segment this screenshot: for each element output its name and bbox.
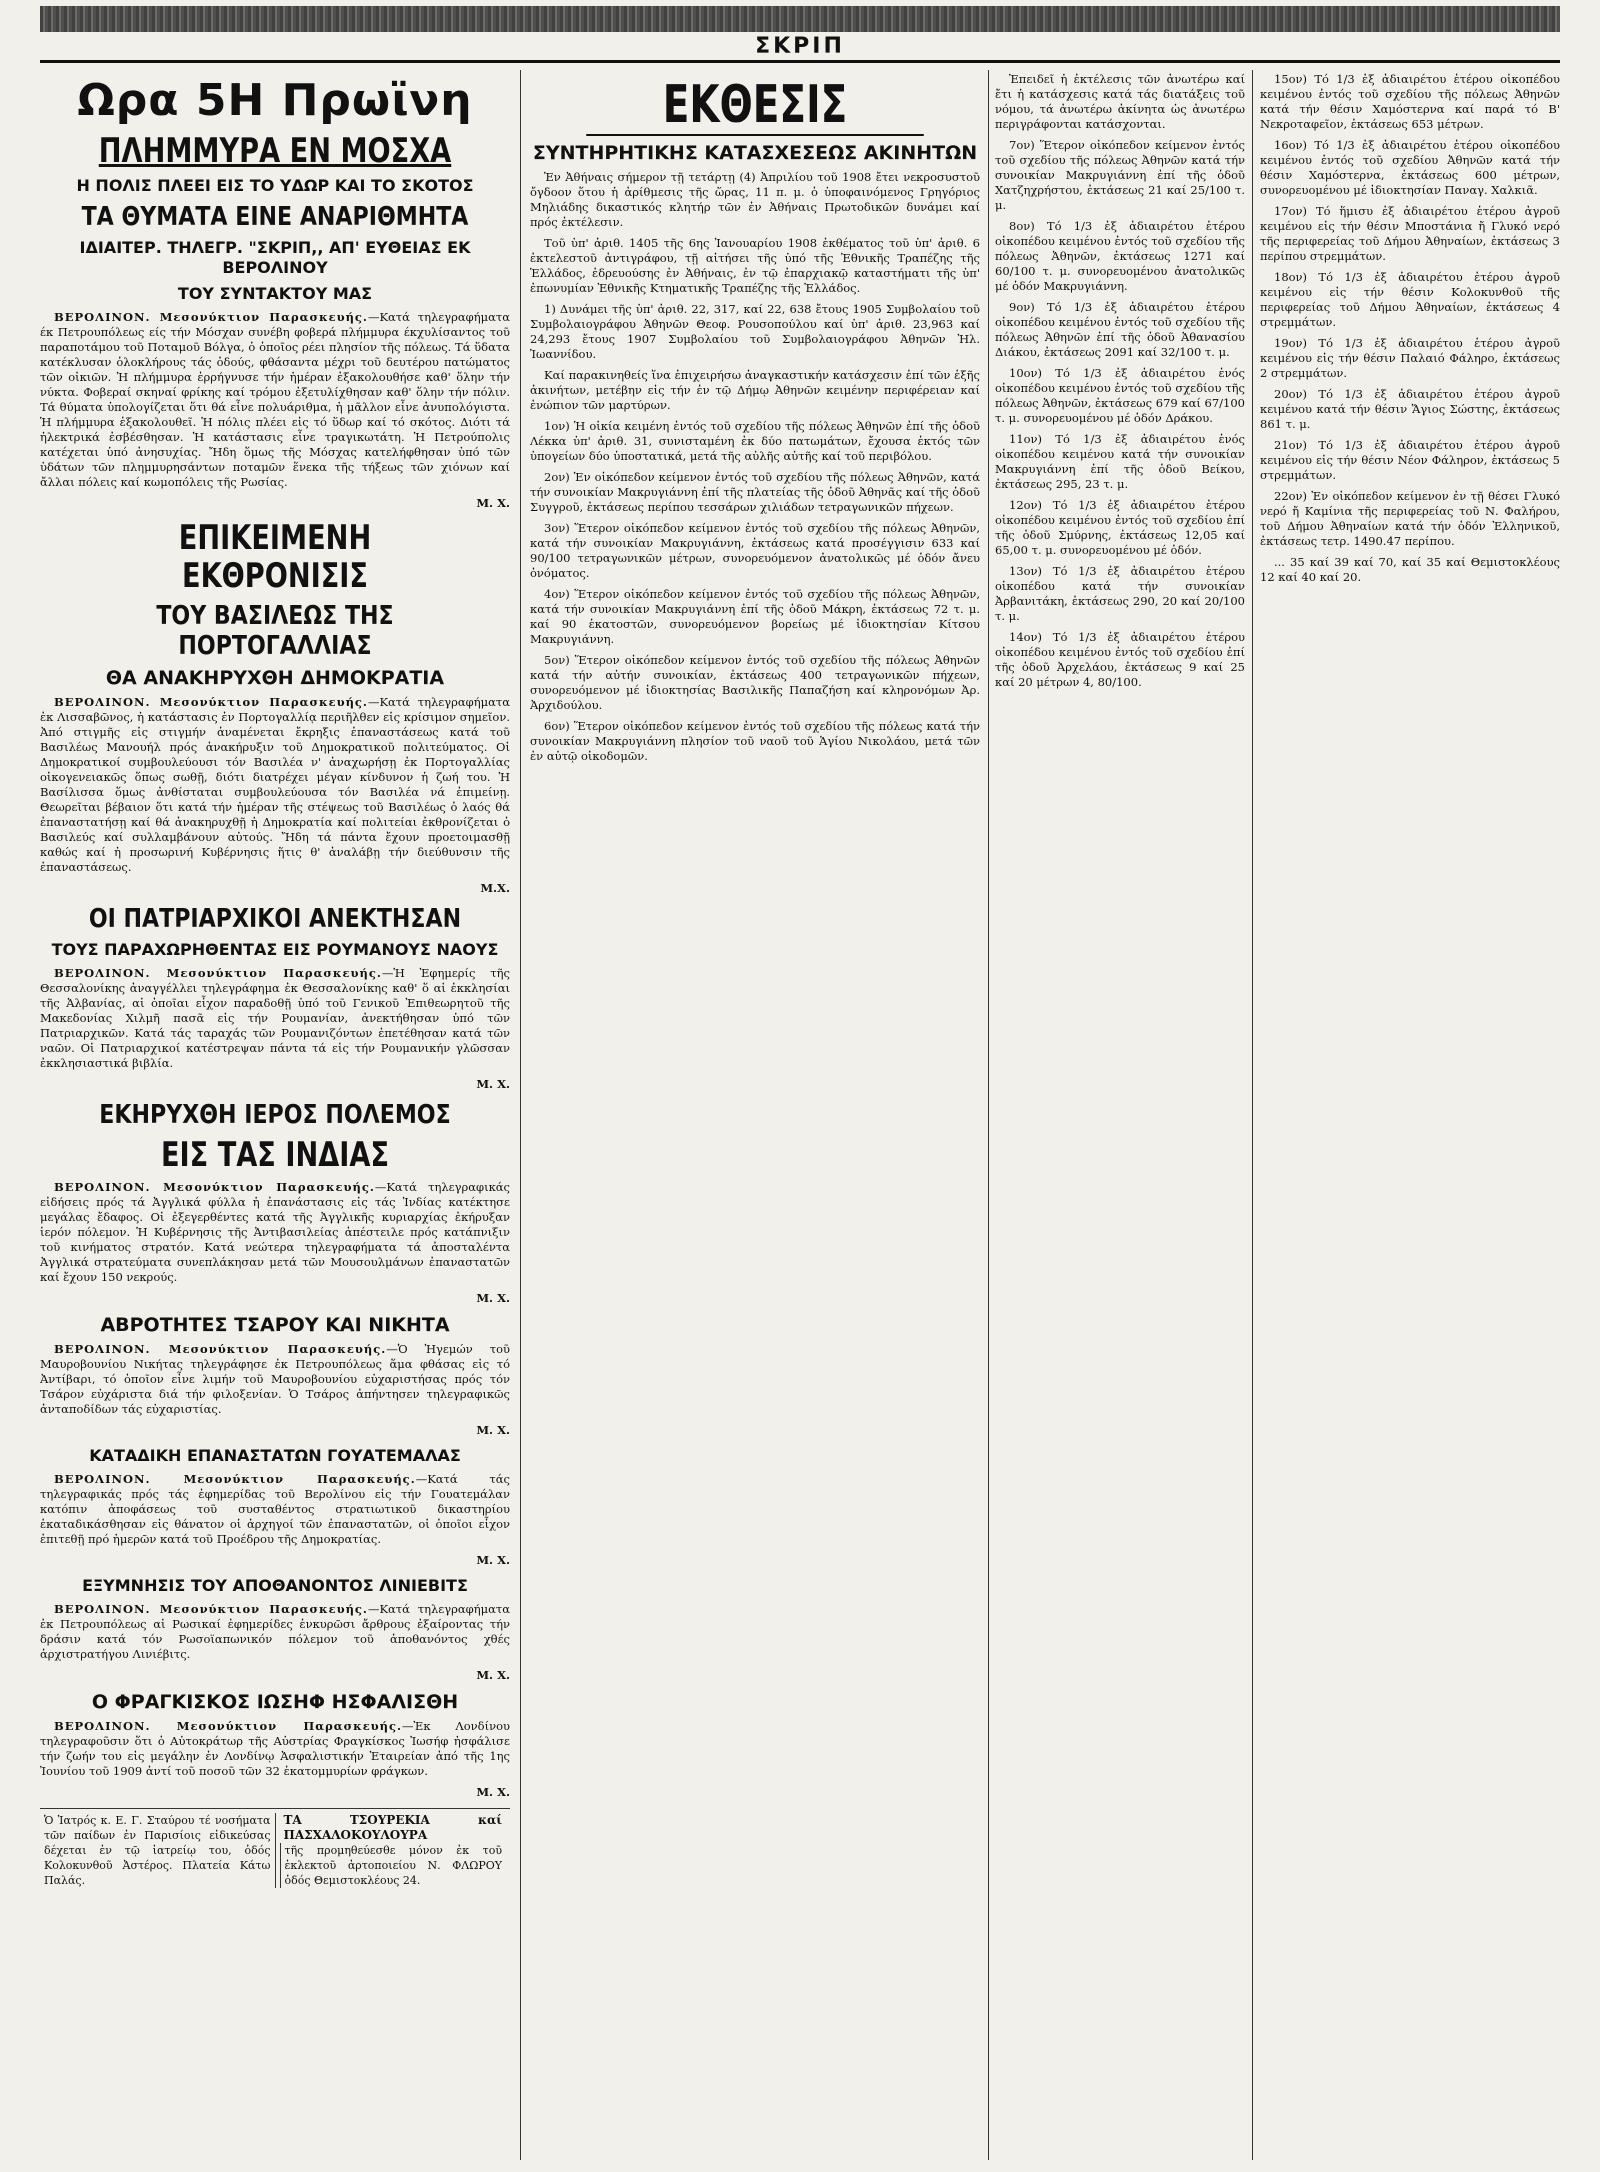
notice-paragraph: 1ον) Ἡ οἰκία κειμένη ἐντός τοῦ σχεδίου τῆς πόλεως Ἀθηνῶν ἐπί τῆς ὁδοῦ Λέκκα ὑπ' ἀριθ. 31, συνισταμένη ἐκ δύο πατωμάτων, ἔχουσα ἐκτός τῶν ὑπογείων δύο ὑποστατικά, μετά τῆς αὐλῆς αὐτῆς καί τοῦ περιβόλου. [530,419,980,463]
notice-paragraph: 20ον) Τό 1/3 ἐξ ἀδιαιρέτου ἑτέρου ἀγροῦ κειμένου κατά τήν θέσιν Ἅγιος Σώστης, ἐκτάσεως 861 τ. μ. [1260,387,1560,431]
signature: Μ. Χ. [476,1668,510,1682]
advertisements [40,1808,510,1888]
signature: Μ. Χ. [476,1077,510,1091]
article-headline: Ο ΦΡΑΓΚΙΣΚΟΣ ΙΩΣΗΦ ΗΣΦΑΛΙΣΘΗ [91,1691,459,1713]
signature: Μ.Χ. [480,881,510,895]
notice-paragraph: ... 35 καί 39 καί 70, καί 35 καί Θεμιστοκλέους 12 καί 40 καί 20. [1260,555,1560,584]
article-headline: ΚΑΤΑΔΙΚΗ ΕΠΑΝΑΣΤΑΤΩΝ ΓΟΥΑΤΕΜΑΛΑΣ [89,1446,461,1465]
notice-paragraph: 2ον) Ἐν οἰκόπεδον κείμενον ἐντός τοῦ σχεδίου τῆς πόλεως Ἀθηνῶν, κατά τήν συνοικίαν Μακρυγιάννη ἐπί τῆς πλατείας τῆς ὁδοῦ Ἀθηνᾶς καί τῆς ὁδοῦ Συγγροῦ, ἐκτάσεως περίπου τεσσάρων χιλιάδων τετραγωνικῶν πήχεων. [530,470,980,514]
signature: Μ. Χ. [476,1423,510,1437]
article-body: ΒΕΡΟΛΙΝΟΝ. Μεσονύκτιον Παρασκευής.—Κατά τηλεγραφικάς εἰδήσεις πρός τά Ἀγγλικά φύλλα ἡ ἐπανάστασις εἰς τάς Ἰνδίας κατέκτησε μεγάλας ἔδαφος. Οἱ ἐξεγερθέντες κατά τῆς Ἀγγλικῆς κυριαρχίας ἐκήρυξαν ἱερόν πόλεμον. Ἡ Κυβέρνησις τῆς Ἀντιβασιλείας ἀπέστειλε πρός κατάπνιξιν τοῦ κινήματος στρατόν. Κατά νεώτερα τηλεγραφήματα τά ἀποσταλέντα Ἀγγλικά στρατεύματα συνεπλάκησαν μετά τῶν Μουσουλμάνων ἐπαναστατῶν καί ἔχουν 150 νεκρούς. [40,1180,510,1284]
article-body: ΒΕΡΟΛΙΝΟΝ. Μεσονύκτιον Παρασκευής.—Κατά τηλεγραφήματα ἐκ Λισσαβῶνος, ἡ κατάστασις ἐν Πορτογαλλίᾳ περιῆλθεν εἰς κρίσιμον σημεῖον. Ἀπό στιγμῆς εἰς στιγμήν ἀναμένεται ἔκρηξις ἐπαναστάσεως κατά τοῦ Βασιλέως Μανουήλ πρός ἀνακήρυξιν τοῦ Δημοκρατικοῦ πολιτεύματος. Οἱ Δημοκρατικοί συμβουλεύουσι τόν Βασιλέα ν' ἀναχωρήσῃ ἐκ Πορτογαλλίας οἰκογενειακῶς ὅπως σωθῇ, διότι διατρέχει μέγαν κίνδυνον ἡ ζωή του. Ἡ Βασίλισσα ὅμως ἀνθίσταται συμβουλεύουσα τόν Βασιλέα νά ἐπιμείνῃ. Θεωρεῖται βέβαιον ὅτι κατά τήν ἡμέραν τῆς στέψεως τοῦ Βασιλέως ὁ λαός θά ἐπαναστατήσῃ καί θά ἀνακηρυχθῇ ἡ Δημοκρατία καί πολιτείαι ἐκθρονίζεται ὁ Βασιλεύς καί συλλαμβάνουν αὐτούς. Ἤδη τά πάντα ἔχουν προετοιμασθῇ καθώς καί ἡ προσωρινή Κυβέρνησις ἥτις θ' ἀναλάβῃ τήν διεύθυνσιν τῆς ἐπαναστάσεως. [40,695,510,874]
notice-paragraph: 3ον) Ἕτερον οἰκόπεδον κείμενον ἐντός τοῦ σχεδίου τῆς πόλεως Ἀθηνῶν, κατά τήν συνοικίαν Μακρυγιάννη, ἐκτάσεως κατά προσέγγισιν 633 καί 90/100 τετραγωνικῶν μέτρων, συνορευόμενον ἀνατολικῶς μέ ὁδόν ἄνευ ὀνόματος. [530,521,980,580]
edition-banner: Ωρα 5Η Πρωϊνη [77,75,473,126]
signature: Μ. Χ. [476,1553,510,1567]
dateline: ΒΕΡΟΛΙΝΟΝ. Μεσονύκτιον Παρασκευής. [54,1719,403,1733]
article-subheadline: Η ΠΟΛΙΣ ΠΛΕΕΙ ΕΙΣ ΤΟ ΥΔΩΡ ΚΑΙ ΤΟ ΣΚΟΤΟΣ [76,176,474,195]
article-body: ΒΕΡΟΛΙΝΟΝ. Μεσονύκτιον Παρασκευής.—Ἐκ Λονδίνου τηλεγραφοῦσιν ὅτι ὁ Αὐτοκράτωρ τῆς Αὐστρίας Φραγκίσκος Ἰωσήφ ἠσφάλισε τήν ζωήν του εἰς μεγάλην ἐν Λονδίνῳ Ἀσφαλιστικήν Ἑταιρείαν ἀπό τῆς 1ης Ἰουνίου τοῦ 1909 ἀντί τοῦ ποσοῦ τῶν 32 ἑκατομμυρίων φράγκων. [40,1719,510,1778]
dateline: ΒΕΡΟΛΙΝΟΝ. Μεσονύκτιον Παρασκευής. [54,695,368,709]
notice-paragraph: Τοῦ ὑπ' ἀριθ. 1405 τῆς 6ης Ἰανουαρίου 1908 ἐκθέματος τοῦ ὑπ' ἀριθ. 6 ἐκτελεστοῦ ἀντιγράφου, τῇ αἰτήσει τῆς ὑπό τῆς Ἐθνικῆς Τραπέζης τῆς Ἑλλάδος, ἐδρευούσης ἐν Ἀθήναις, ἐν τῷ ἐπαρχιακῷ καταστήματι τῆς ὑπ' ἐπωνυμίαν Ἐθνικῆς Κτηματικῆς Τραπέζης τῆς Ἑλλάδος. [530,236,980,295]
article-body: ΒΕΡΟΛΙΝΟΝ. Μεσονύκτιον Παρασκευής.—Ὁ Ἡγεμών τοῦ Μαυροβουνίου Νικήτας τηλεγράφησε ἐκ Πετρουπόλεως ἅμα φθάσας εἰς τό Ἀντίβαρι, τό ὁποῖον εἶνε λιμήν τοῦ Μαυροβουνίου εὐχαριστήσας πρός τόν Τσάρον εὐχάριστα διά τήν φιλοξενίαν. Ὁ Τσάρος ἀπήντησεν τηλεγραφικῶς ἀνταποδίδων τάς εὐχαριστίας. [40,1342,510,1416]
notice-paragraphs [530,170,980,764]
article-subheadline: ΘΑ ΑΝΑΚΗΡΥΧΘΗ ΔΗΜΟΚΡΑΤΙΑ [105,667,445,689]
notice-paragraph: Καί παρακινηθείς ἵνα ἐπιχειρήσω ἀναγκαστικήν κατάσχεσιν ἐπί τῶν ἑξῆς ἀκινήτων, μετέβην εἰς τήν ἐν τῷ Δήμῳ Ἀθηνῶν κειμένην περιφέρειαν καί ἐνώπιον τῶν μαρτύρων. [530,368,980,412]
notice-paragraph: 6ον) Ἕτερον οἰκόπεδον κείμενον ἐντός τοῦ σχεδίου τῆς πόλεως κατά τήν συνοικίαν Μακρυγιάννη πλησίον τοῦ ναοῦ τοῦ Ἁγίου Νικολάου, μετά τῶν ἐν αὐτῷ οἰκοδομῶν. [530,719,980,763]
column-legal-notice-continued [1260,70,1560,2160]
notice-paragraph: 9ον) Τό 1/3 ἐξ ἀδιαιρέτου ἑτέρου οἰκοπέδου κειμένου ἐντός τοῦ σχεδίου τῆς πόλεως Ἀθηνῶν ἐπί τῆς ὁδοῦ Ἀθανασίου Διάκου, ἐκτάσεως 2091 καί 32/100 τ. μ. [995,300,1245,359]
article-kicker: ΙΔΙΑΙΤΕΡ. ΤΗΛΕΓΡ. "ΣΚΡΙΠ,, ΑΠ' ΕΥΘΕΙΑΣ ΕΚ ΒΕΡΟΛΙΝΟΥ [79,238,471,277]
article-body: ΒΕΡΟΛΙΝΟΝ. Μεσονύκτιον Παρασκευής.—Ἡ Ἐφημερίς τῆς Θεσσαλονίκης ἀναγγέλλει τηλεγράφημα ἐκ Θεσσαλονίκης καθ' ὅ αἱ ἐκκλησίαι τῆς Ἀλβανίας, αἱ ὁποῖαι εἶχον παραδοθῇ ὑπό τοῦ Γενικοῦ Ἐπιθεωρητοῦ τῆς Μακεδονίας Χιλμῆ πασᾶ εἰς τήν Ρουμανίαν, ἀνεκτήθησαν ὑπό τῶν Πατριαρχικῶν. Κατά τάς ταραχάς τῶν Ρουμανιζόντων ἐπετέθησαν κατά τῶν ναῶν. Οἱ Πατριαρχικοί κατέστρεψαν πάντα τά εἰς τήν Ρουμανικήν γλῶσσαν ἐκκλησιαστικά βιβλία. [40,966,510,1070]
notice-title: ΕΚΘΕΣΙΣ [586,76,924,136]
article-subheadline: ΤΑ ΘΥΜΑΤΑ ΕΙΝΕ ΑΝΑΡΙΘΜΗΤΑ [81,202,469,232]
column-legal-notice [530,70,980,2160]
advertisement-bakery [275,1813,511,1888]
notice-paragraph: 19ον) Τό 1/3 ἐξ ἀδιαιρέτου ἑτέρου ἀγροῦ κειμένου εἰς τήν θέσιν Παλαιό Φάληρο, ἐκτάσεως 2 στρεμμάτων. [1260,336,1560,380]
signature: Μ. Χ. [476,1291,510,1305]
newspaper-title: ΣΚΡΙΠ [755,34,845,59]
notice-paragraph: 11ον) Τό 1/3 ἐξ ἀδιαιρέτου ἑνός οἰκοπέδου κειμένου κατά τήν συνοικίαν Μακρυγιάννη ἐπί τῆς ὁδοῦ Βείκου, ἐκτάσεως 295, 23 τ. μ. [995,432,1245,491]
dateline: ΒΕΡΟΛΙΝΟΝ. Μεσονύκτιον Παρασκευής. [54,1602,368,1616]
article-headline: ΟΙ ΠΑΤΡΙΑΡΧΙΚΟΙ ΑΝΕΚΤΗΣΑΝ [88,904,462,934]
notice-paragraph: Ἐπειδεῖ ἡ ἐκτέλεσις τῶν ἀνωτέρω καί ἔτι ἡ κατάσχεσις κατά τάς διατάξεις τοῦ νόμου, τά ἀνωτέρω ἀκίνητα ὡς ἀνωτέρω περιγράφονται κατάσχονται. [995,72,1245,131]
article-headline: ΑΒΡΟΤΗΤΕΣ ΤΣΑΡΟΥ ΚΑΙ ΝΙΚΗΤΑ [100,1314,450,1336]
article-subheadline: ΕΙΣ ΤΑΣ ΙΝΔΙΑΣ [160,1135,390,1175]
notice-paragraph: 16ον) Τό 1/3 ἐξ ἀδιαιρέτου ἑτέρου οἰκοπέδου κειμένου ἐντός τοῦ σχεδίου Ἀθηνῶν κατά τήν θέσιν Χαμόστερνα, ἐκτάσεως 600 μέτρων, συνορευομένου μέ ἰδιοκτησίαν Παναγ. Χαλκιᾶ. [1260,138,1560,197]
notice-paragraph: 13ον) Τό 1/3 ἐξ ἀδιαιρέτου ἑτέρου οἰκοπέδου κατά τήν συνοικίαν Ἀρβανιτάκη, ἐκτάσεως 290, 20 καί 20/100 τ. μ. [995,564,1245,623]
advertisement-text: τῆς προμηθεύεσθε μόνον ἐκ τοῦ ἐκλεκτοῦ ἀρτοποιείου Ν. ΦΛΩΡΟΥ ὁδός Θεμιστοκλέους 24. [280,1843,507,1888]
column-legal-notice-continued [995,70,1245,2160]
notice-paragraph: 5ον) Ἕτερον οἰκόπεδον κείμενον ἐντός τοῦ σχεδίου τῆς πόλεως Ἀθηνῶν κατά τήν αὐτήν συνοικίαν, ἐκτάσεως 400 τετραγωνικῶν πήχεων, συνορευόμενον μέ ἰδιοκτησίας Βασιλικῆς Παπαζήση καί κληρονόμων Ἀρ. Ἀρχιδούλου. [530,653,980,712]
dateline: ΒΕΡΟΛΙΝΟΝ. Μεσονύκτιον Παρασκευής. [54,1342,387,1356]
notice-paragraph: 12ον) Τό 1/3 ἐξ ἀδιαιρέτου ἑτέρου οἰκοπέδου κειμένου ἐντός τοῦ σχεδίου ἐπί τῆς ὁδοῦ Σμύρνης, ἐκτάσεως 12,05 καί 65,00 τ. μ. συνορευομένου μέ ὁδόν. [995,498,1245,557]
notice-paragraph: 8ον) Τό 1/3 ἐξ ἀδιαιρέτου ἑτέρου οἰκοπέδου κειμένου ἐντός τοῦ σχεδίου τῆς πόλεως Ἀθηνῶν, ἐκτάσεως 1271 καί 60/100 τ. μ. συνορευομένου ἀνατολικῶς μέ ὁδόν Μακρυγιάννη. [995,219,1245,293]
article-headline: ΕΚΗΡΥΧΘΗ ΙΕΡΟΣ ΠΟΛΕΜΟΣ [99,1100,451,1130]
column-news [40,70,510,2160]
article-headline: ΕΠΙΚΕΙΜΕΝΗ ΕΚΘΡΟΝΙΣΙΣ [178,518,372,596]
advertisement-title: ΤΑ ΤΣΟΥΡΕΚΙΑ καί ΠΑΣΧΑΛΟΚΟΥΛΟΥΡΑ [283,1813,502,1842]
article-body: ΒΕΡΟΛΙΝΟΝ. Μεσονύκτιον Παρασκευής.—Κατά τηλεγραφήματα ἐκ Πετρουπόλεως αἱ Ρωσικαί ἐφημερίδες ἐνκυρῶσι ἄρθρους ἐξαίροντας τήν δράσιν κατά τόν Ρωσοϊαπωνικόν πόλεμον τοῦ ἀποθανόντος χθές ἀρχιστρατήγου Λινιέβιτς. [40,1602,510,1661]
article-headline: ΕΞΥΜΝΗΣΙΣ ΤΟΥ ΑΠΟΘΑΝΟΝΤΟΣ ΛΙΝΙΕΒΙΤΣ [82,1576,468,1595]
column-rule [520,70,521,2160]
dateline: ΒΕΡΟΛΙΝΟΝ. Μεσονύκτιον Παρασκευής. [54,1180,375,1194]
notice-paragraph: 14ον) Τό 1/3 ἐξ ἀδιαιρέτου ἑτέρου οἰκοπέδου κειμένου ἐντός τοῦ σχεδίου ἐπί τῆς ὁδοῦ Ἀρχελάου, ἐκτάσεως 9 καί 25 καί 20 μέτρων 4, 80/100. [995,630,1245,689]
notice-paragraph: 21ον) Τό 1/3 ἐξ ἀδιαιρέτου ἑτέρου ἀγροῦ κειμένου εἰς τήν θέσιν Νέον Φάληρον, ἐκτάσεως 5 στρεμμάτων. [1260,438,1560,482]
article-subheadline: ΤΟΥΣ ΠΑΡΑΧΩΡΗΘΕΝΤΑΣ ΕΙΣ ΡΟΥΜΑΝΟΥΣ ΝΑΟΥΣ [51,940,499,959]
notice-paragraph: 10ον) Τό 1/3 ἐξ ἀδιαιρέτου ἑνός οἰκοπέδου κειμένου ἐντός τοῦ σχεδίου τῆς πόλεως Ἀθηνῶν, ἐκτάσεως 679 καί 67/100 τ. μ. συνορευομένου μέ ὁδόν Δράκου. [995,366,1245,425]
notice-paragraph: 15ον) Τό 1/3 ἐξ ἀδιαιρέτου ἑτέρου οἰκοπέδου κειμένου ἐντός τοῦ σχεδίου τῆς πόλεως Ἀθηνῶν κατά τήν θέσιν Χαμόστερνα καί παρά τό Β' Νεκροταφεῖον, ἐκτάσεως 653 μέτρων. [1260,72,1560,131]
notice-paragraphs [995,72,1245,690]
article-body: ΒΕΡΟΛΙΝΟΝ. Μεσονύκτιον Παρασκευής.—Κατά τάς τηλεγραφικάς πρός τάς ἐφημερίδας τοῦ Βερολίνου εἰς τήν Γουατεμάλαν κατόπιν ἀποφάσεως τοῦ συσταθέντος στρατιωτικοῦ δικαστηρίου ἐκαταδικάσθησαν εἰς θάνατον οἱ ἀρχηγοί τῶν ἐπαναστατῶν, οἱ ὁποῖοι εἶχον ἐπιτεθῇ πρό ἡμερῶν κατά τοῦ Προέδρου τῆς Δημοκρατίας. [40,1472,510,1546]
notice-paragraphs [1260,72,1560,585]
column-rule [988,70,989,2160]
article-headline: ΠΛΗΜΜΥΡΑ ΕΝ ΜΟΣΧΑ [98,131,452,171]
masthead [40,0,1560,63]
notice-paragraph: 17ον) Τό ἥμισυ ἐξ ἀδιαιρέτου ἑτέρου ἀγροῦ κειμένου εἰς τήν θέσιν Μποστάνια ἤ Γλυκό νερό τῆς περιφερείας τοῦ Δήμου Ἀθηναίων, ἐκτάσεως 3 περίπου στρεμμάτων. [1260,204,1560,263]
signature: Μ. Χ. [476,496,510,510]
article-body: ΒΕΡΟΛΙΝΟΝ. Μεσονύκτιον Παρασκευής.—Κατά τηλεγραφήματα έκ Πετρουπόλεως είς τήν Μόσχαν συνέβη φοβερά πλήμμυρα έκχυλίσαντος τοῦ παραποτάμου τοῦ Ποταμοῦ Βόλγα, ὁ ὁποῖος ρέει πλησίον τῆς πόλεως. Τά ὕδατα κατέκλυσαν ὁλοκλήρους τάς ὁδούς, φθάσαντα μέχρι τοῦ δευτέρου πατώματος τῶν οἰκιῶν. Ἡ πλήμμυρα ἐρρήγνυσε τήν ἡμέραν ἐξακολουθήσε καθ' ὅλην τήν νύκτα. Φοβεραί σκηναί φρίκης καί τρόμου ἐξετυλίχθησαν καθ' ὅλην τήν πόλιν. Τά θύματα ὑπολογίζεται ὅτι θά εἶνε πολυάριθμα, ἡ μᾶλλον εἶνε ἀνυπολόγιστα. Ἡ πλήμμυρα ἐξακολουθεῖ. Ἡ πόλις πλέει εἰς τό ὕδωρ καί τό σκότος. Διότι τά ἠλεκτρικά ἐσβέσθησαν. Ἡ κατάστασις εἶνε τραγικωτάτη. Ἡ Πετρούπολις κατέχεται ὑπό ἀνησυχίας. Ἤδη ὅμως τῆς Μόσχας κατελήφθησαν ὑπό τῶν ὑδάτων τῶν πλημμυρησάντων ποταμῶν ἕνεκα τῆς τήξεως τῶν χιόνων καί ἄλλαι πόλεις καί κωμοπόλεις τῆς Ρωσίας. [40,310,510,489]
advertisement-doctor: Ὁ Ἰατρός κ. Ε. Γ. Σταύρου τέ νοσήματα τῶν παίδων ἐν Παρισίοις εἰδικεύσας δέχεται ἐν τῷ ἰατρείῳ του, ὁδός Κολοκυνθοῦ Ἀστέρος. Πλατεία Κάτω Παλάς. [44,1814,271,1887]
article-subheadline: ΤΟΥ ΒΑΣΙΛΕΩΣ ΤΗΣ ΠΟΡΤΟΓΑΛΛΙΑΣ [156,601,394,661]
notice-paragraph: Ἐν Ἀθήναις σήμερον τῇ τετάρτῃ (4) Ἀπριλίου τοῦ 1908 ἔτει νεκροσυστοῦ ὄγδοον ὅτου ἡ ἀρίθμεσις τῆς ὥρας, 11 π. μ. ὁ ὑποφαινόμενος Γρηγόριος Μηλιάδης δικαστικός κλητήρ τῶν ἐν Ἀθήναις Πρωτοδικῶν δυνάμει καί πρός ἐκτέλεσιν. [530,170,980,229]
notice-paragraph: 22ον) Ἐν οἰκόπεδον κείμενον ἐν τῇ θέσει Γλυκό νερό ἤ Καμίνια τῆς περιφερείας τοῦ Ν. Φαλήρου, τοῦ Δήμου Ἀθηναίων κατά τήν ὁδόν Ἐλληνικοῦ, ἐκτάσεως τετρ. 1490.47 περίπου. [1260,489,1560,548]
dateline: ΒΕΡΟΛΙΝΟΝ. Μεσονύκτιον Παρασκευής. [54,966,382,980]
dateline: ΒΕΡΟΛΙΝΟΝ. Μεσονύκτιον Παρασκευής. [54,310,368,324]
article-kicker: ΤΟΥ ΣΥΝΤΑΚΤΟΥ ΜΑΣ [177,284,373,303]
column-rule [1252,70,1253,2160]
signature: Μ. Χ. [476,1785,510,1799]
dateline: ΒΕΡΟΛΙΝΟΝ. Μεσονύκτιον Παρασκευής. [54,1472,416,1486]
notice-paragraph: 4ον) Ἕτερον οἰκόπεδον κείμενον ἐντός τοῦ σχεδίου τῆς πόλεως Ἀθηνῶν, κατά τήν συνοικίαν Μακρυγιάννη ἐπί τῆς ὁδοῦ Μάκρη, ἐκτάσεως 72 τ. μ. καί 90 ἑκατοστῶν, συνορευόμενον βορείως μέ ἰδιοκτησίαν Κίτσου Μακρυγιάννη. [530,587,980,646]
notice-paragraph: 18ον) Τό 1/3 ἐξ ἀδιαιρέτου ἑτέρου ἀγροῦ κειμένου εἰς τήν θέσιν Κολοκυνθοῦ τῆς περιφερείας τοῦ Δήμου Ἀθηναίων, ἐκτάσεως 4 στρεμμάτων. [1260,270,1560,329]
notice-paragraph: 7ον) Ἕτερον οἰκόπεδον κείμενον ἐντός τοῦ σχεδίου τῆς πόλεως Ἀθηνῶν κατά τήν συνοικίαν Μακρυγιάννη ἐπί τῆς ὁδοῦ Χατζηχρήστου, ἐκτάσεως 21 καί 25/100 τ. μ. [995,138,1245,212]
notice-paragraph: 1) Δυνάμει τῆς ὑπ' ἀριθ. 22, 317, καί 22, 638 ἔτους 1905 Συμβολαίου τοῦ Συμβολαιογράφου Ἀθηνῶν Θεοφ. Ρουσοπούλου καί ὑπ' ἀριθ. 23,963 καί 24,293 ἔτους 1907 Συμβολαίου τοῦ Συμβολαιογράφου Ἀθηνῶν Ἠλ. Ἰωαννίδου. [530,302,980,361]
notice-subtitle: ΣΥΝΤΗΡΗΤΙΚΗΣ ΚΑΤΑΣΧΕΣΕΩΣ ΑΚΙΝΗΤΩΝ [532,142,978,164]
masthead-ornament [40,6,1560,32]
